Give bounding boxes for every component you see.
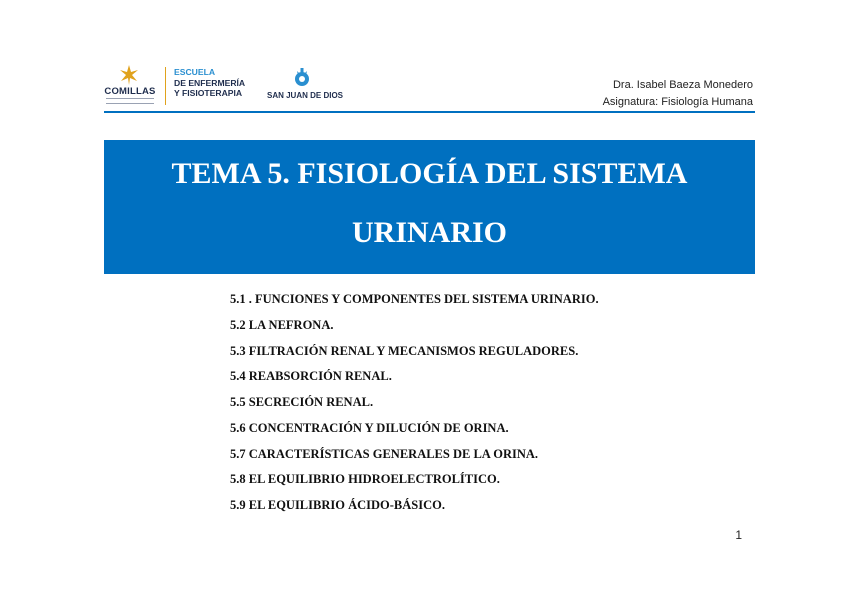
header-info bbox=[603, 77, 753, 111]
subject-name: Asignatura: Fisiología Humana bbox=[602, 96, 753, 108]
comillas-wordmark: COMILLAS bbox=[104, 86, 156, 97]
school-line-1: ESCUELA bbox=[174, 67, 216, 77]
toc-item: 5.3 FILTRACIÓN RENAL Y MECANISMOS REGULADORES. bbox=[230, 343, 579, 358]
logo-divider bbox=[165, 67, 166, 105]
table-of-contents bbox=[230, 289, 700, 521]
toc-item: 5.9 EL EQUILIBRIO ÁCIDO-BÁSICO. bbox=[230, 498, 445, 512]
comillas-logo bbox=[104, 64, 156, 110]
title-banner bbox=[104, 140, 755, 274]
comillas-subtitle-line bbox=[106, 98, 154, 104]
toc-item: 5.4 REABSORCIÓN RENAL. bbox=[230, 369, 392, 384]
institution-logos bbox=[104, 64, 374, 110]
title-line-1: TEMA 5. FISIOLOGÍA DEL SISTEMA bbox=[171, 157, 688, 190]
school-logo-text bbox=[174, 67, 264, 99]
author-name: Dra. Isabel Baeza Monedero bbox=[612, 79, 753, 91]
pomegranate-icon bbox=[290, 66, 314, 88]
school-line-2: DE ENFERMERÍA bbox=[174, 77, 246, 88]
toc-item: 5.1 . FUNCIONES Y COMPONENTES DEL SISTEMA URINARIO. bbox=[230, 292, 599, 306]
toc-item: 5.2 LA NEFRONA. bbox=[230, 317, 334, 332]
toc-item: 5.6 CONCENTRACIÓN Y DILUCIÓN DE ORINA. bbox=[230, 420, 509, 435]
toc-item: 5.8 EL EQUILIBRIO HIDROELECTROLÍTICO. bbox=[230, 472, 500, 487]
toc-item: 5.7 CARACTERÍSTICAS GENERALES DE LA ORINA. bbox=[230, 446, 539, 461]
toc-item: 5.5 SECRECIÓN RENAL. bbox=[230, 395, 374, 409]
title-line-2: URINARIO bbox=[351, 216, 507, 249]
sjd-wordmark: SAN JUAN DE DIOS bbox=[266, 91, 343, 100]
header-divider bbox=[104, 111, 755, 113]
comillas-star-icon bbox=[118, 64, 140, 86]
school-line-3: Y FISIOTERAPIA bbox=[174, 88, 243, 99]
page-number: 1 bbox=[735, 528, 742, 542]
